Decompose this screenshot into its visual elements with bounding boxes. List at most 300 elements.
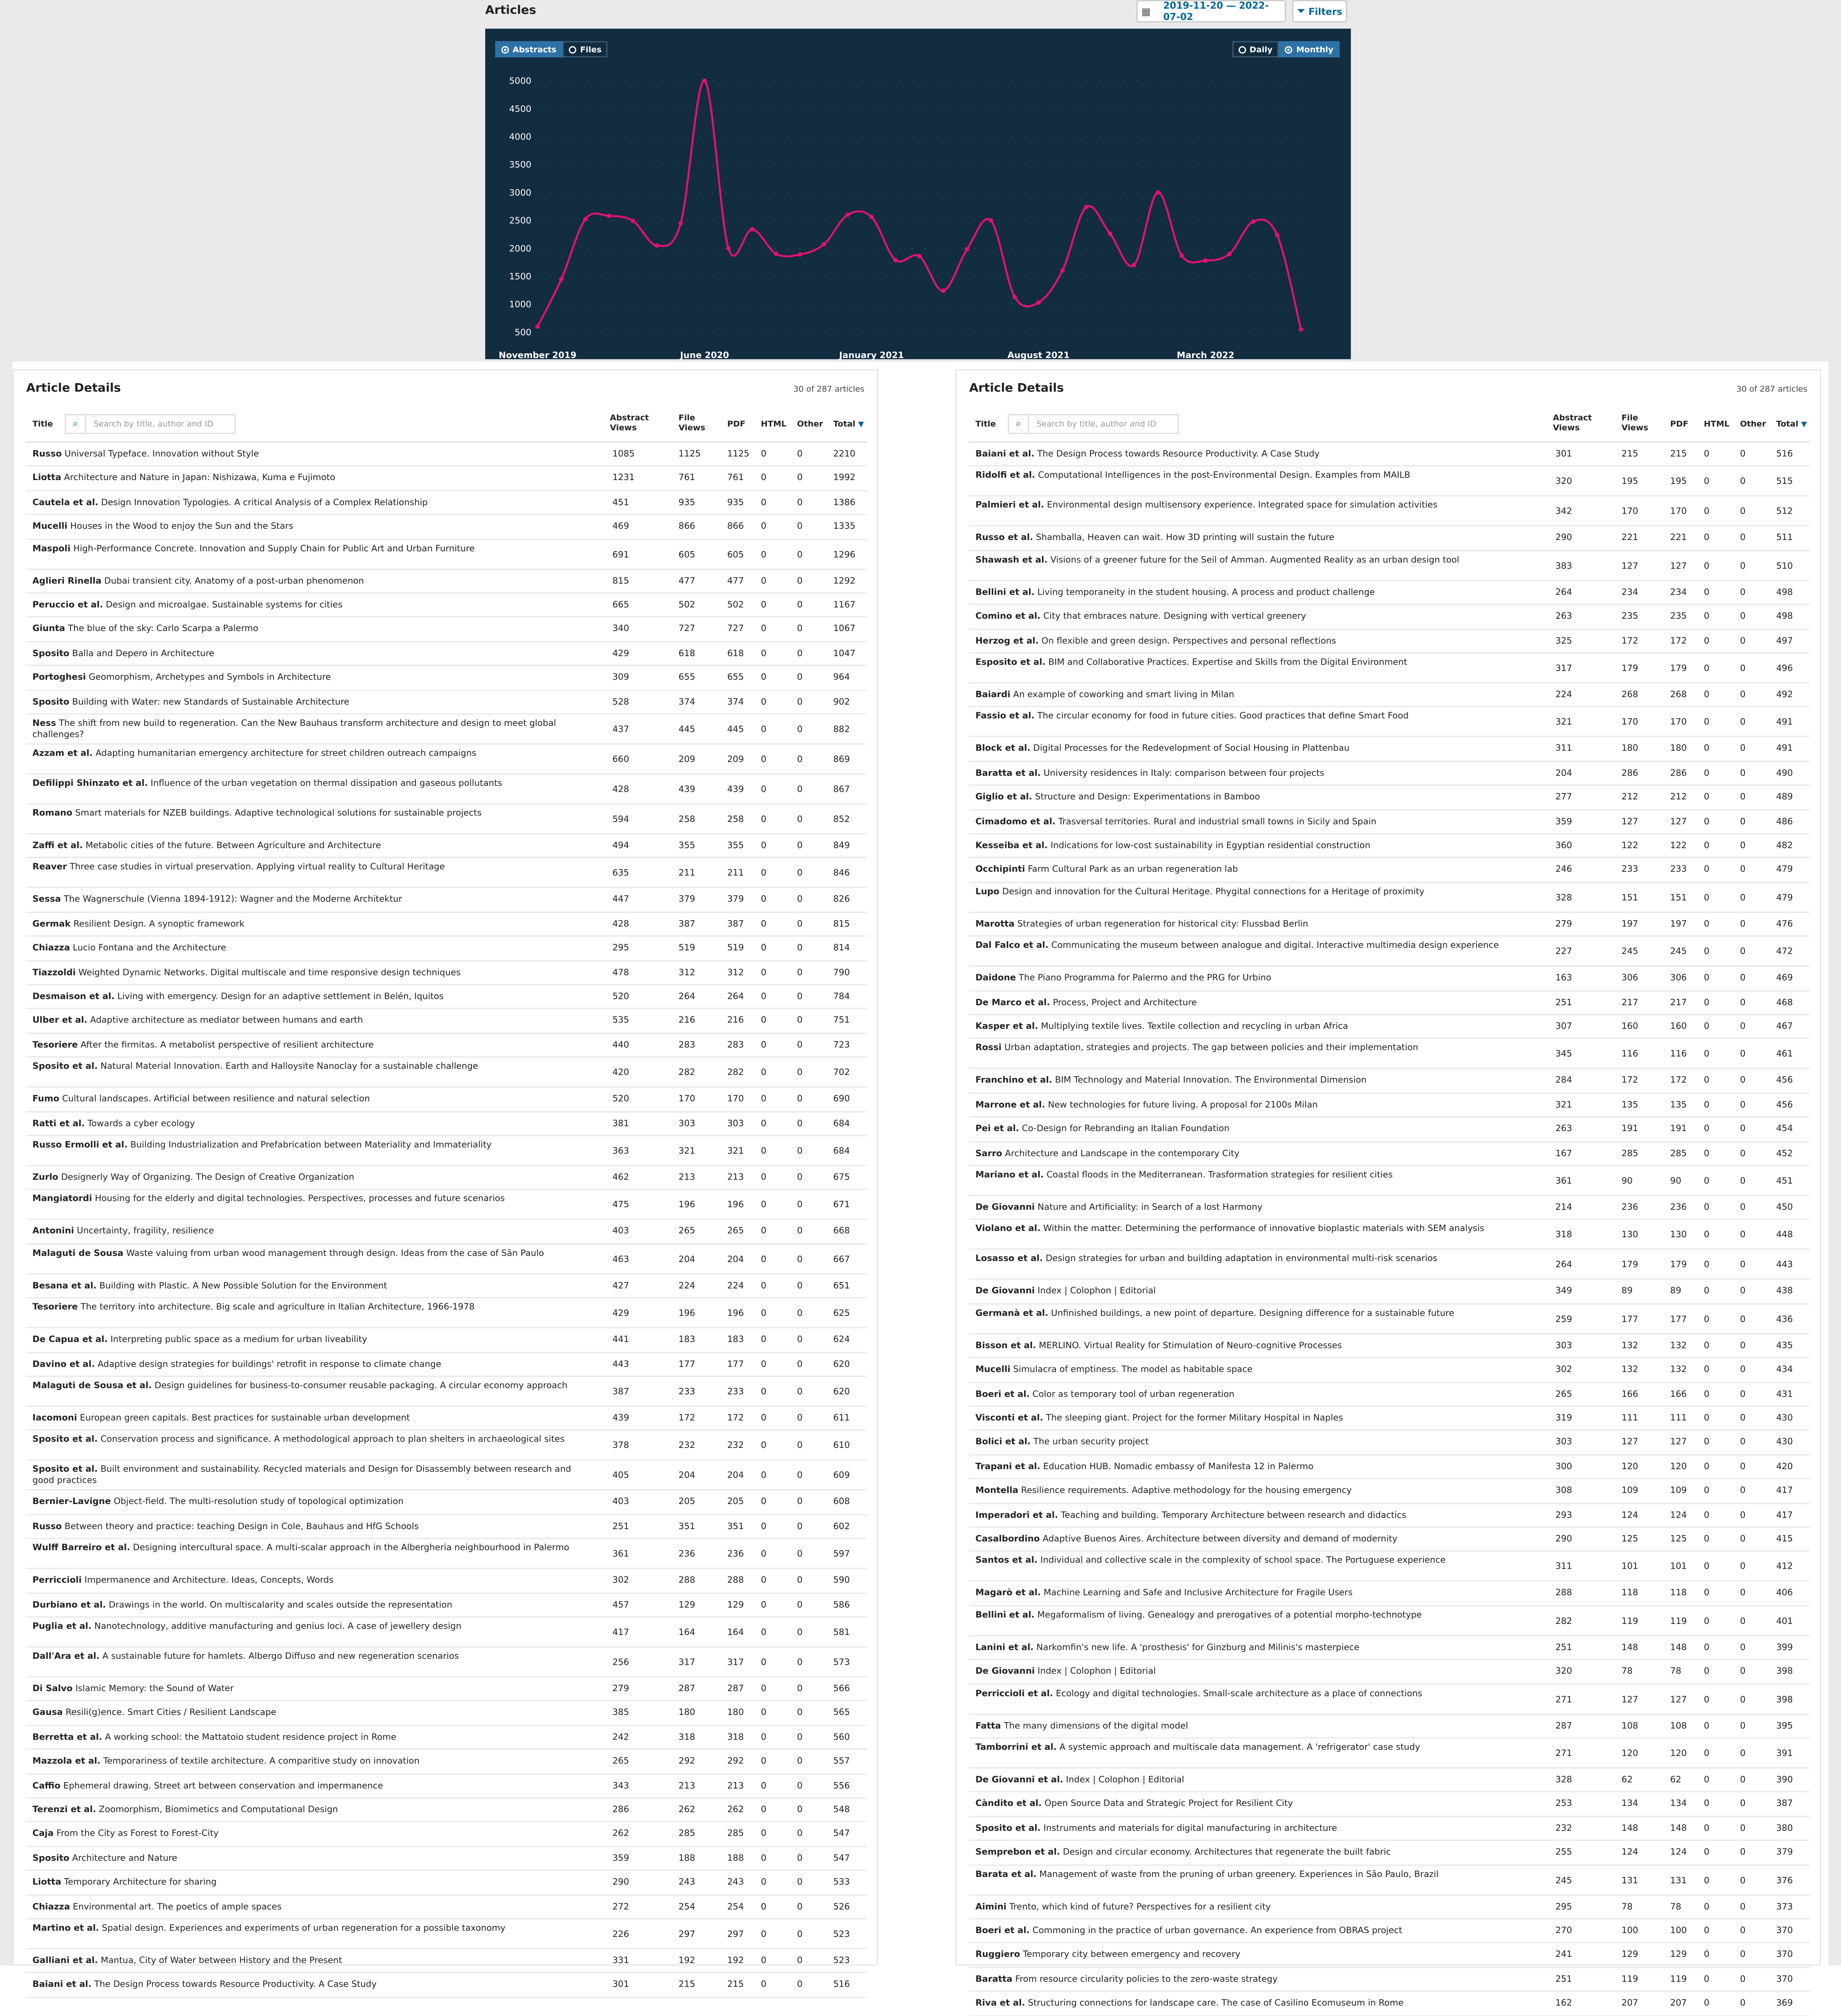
- article-title-cell[interactable]: [976, 1823, 1531, 1834]
- col-file-views[interactable]: File Views: [678, 412, 706, 433]
- article-title-cell[interactable]: [976, 1974, 1531, 1985]
- table-row[interactable]: [969, 1715, 1810, 1739]
- table-row[interactable]: [969, 1069, 1810, 1094]
- table-row[interactable]: [969, 629, 1810, 654]
- article-title: The many dimensions of the digital model: [1004, 1720, 1188, 1731]
- table-row[interactable]: [26, 805, 867, 834]
- table-row[interactable]: [26, 1593, 867, 1618]
- article-title: A working school: the Mattatoio student residence project in Rome: [105, 1732, 396, 1742]
- article-title-cell[interactable]: [32, 1684, 587, 1695]
- article-title-cell[interactable]: [976, 1340, 1531, 1351]
- article-title-cell[interactable]: [976, 1688, 1531, 1699]
- table-row[interactable]: [26, 1034, 867, 1058]
- table-row[interactable]: [26, 1847, 867, 1871]
- article-title-cell[interactable]: [976, 744, 1531, 755]
- table-row[interactable]: [26, 1678, 867, 1702]
- html-cell: 0: [1704, 1176, 1710, 1186]
- article-title-cell[interactable]: [976, 690, 1531, 701]
- total-cell: 1067: [833, 624, 856, 634]
- article-title-cell[interactable]: [32, 600, 587, 611]
- article-title: Building with Water: new Standards of Sustainable Architecture: [72, 697, 350, 707]
- table-row[interactable]: [969, 1895, 1810, 1919]
- article-title-cell[interactable]: [976, 1308, 1531, 1319]
- article-title-cell[interactable]: [32, 1575, 587, 1587]
- table-row[interactable]: [26, 1009, 867, 1034]
- file-views-cell: 170: [1621, 717, 1639, 728]
- article-title-cell[interactable]: [32, 1853, 587, 1864]
- table-row[interactable]: [26, 1647, 867, 1677]
- article-title-cell[interactable]: [976, 816, 1531, 827]
- table-row[interactable]: [969, 708, 1810, 737]
- table-row[interactable]: [969, 991, 1810, 1015]
- table-row[interactable]: [26, 691, 867, 715]
- article-title-cell[interactable]: [32, 449, 587, 460]
- col-abstract-views[interactable]: Abstract Views: [1553, 412, 1592, 433]
- col-other[interactable]: Other: [1740, 419, 1766, 429]
- total-cell: 415: [1776, 1534, 1793, 1544]
- table-row[interactable]: [26, 1515, 867, 1539]
- table-row[interactable]: [26, 1190, 867, 1220]
- article-title-cell[interactable]: [976, 533, 1531, 544]
- table-row[interactable]: [26, 515, 867, 540]
- article-title-cell[interactable]: [32, 1756, 587, 1767]
- table-row[interactable]: [969, 1739, 1810, 1769]
- table-row[interactable]: [969, 834, 1810, 859]
- table-row[interactable]: [26, 1431, 867, 1461]
- html-cell: 0: [1704, 635, 1710, 646]
- article-title-cell[interactable]: [976, 555, 1531, 566]
- article-title-cell[interactable]: [32, 1543, 587, 1554]
- table-row[interactable]: [969, 1582, 1810, 1606]
- table-row[interactable]: [26, 913, 867, 937]
- article-title-cell[interactable]: [976, 1365, 1531, 1376]
- table-row[interactable]: [26, 594, 867, 618]
- article-title-cell[interactable]: [32, 1359, 587, 1370]
- table-row[interactable]: [26, 834, 867, 859]
- other-cell: 0: [1740, 561, 1746, 571]
- article-title-cell[interactable]: [976, 500, 1531, 512]
- article-title-cell[interactable]: [976, 1742, 1531, 1753]
- table-row[interactable]: [969, 1196, 1810, 1220]
- article-title-cell[interactable]: [32, 1016, 587, 1027]
- table-row[interactable]: [26, 1539, 867, 1569]
- article-title-cell[interactable]: [32, 862, 587, 873]
- article-title-cell[interactable]: [32, 967, 587, 978]
- article-title-cell[interactable]: [976, 1926, 1531, 1937]
- col-pdf[interactable]: PDF: [1670, 419, 1689, 429]
- table-row[interactable]: [26, 1895, 867, 1919]
- col-html[interactable]: HTML: [1704, 419, 1730, 429]
- toggle-daily[interactable]: Daily: [1232, 41, 1279, 57]
- col-total[interactable]: Total ▼: [1776, 419, 1807, 429]
- table-row[interactable]: [26, 1871, 867, 1895]
- table-row[interactable]: [969, 738, 1810, 762]
- article-title-cell[interactable]: [976, 1950, 1531, 1961]
- table-row[interactable]: [26, 1774, 867, 1798]
- table-row[interactable]: [969, 527, 1810, 551]
- table-row[interactable]: [969, 1094, 1810, 1118]
- table-row[interactable]: [969, 786, 1810, 810]
- article-title-cell[interactable]: [976, 1588, 1531, 1599]
- article-author: Riva et al.: [975, 1998, 1025, 2008]
- other-cell: 0: [797, 1979, 803, 1990]
- article-title-cell[interactable]: [32, 1062, 587, 1073]
- table-row[interactable]: [26, 1328, 867, 1353]
- table-row[interactable]: [969, 551, 1810, 581]
- table-row[interactable]: [26, 1245, 867, 1274]
- date-range-button[interactable]: [1136, 0, 1286, 23]
- table-row[interactable]: [26, 1353, 867, 1377]
- table-row[interactable]: [26, 1112, 867, 1136]
- article-title-cell[interactable]: [32, 1805, 587, 1816]
- article-title-cell[interactable]: [32, 1381, 587, 1392]
- table-row[interactable]: [26, 961, 867, 985]
- toggle-monthly[interactable]: Monthly: [1279, 41, 1340, 57]
- article-title-cell[interactable]: [32, 1226, 587, 1237]
- file-views-cell: 131: [1621, 1875, 1639, 1885]
- article-title-cell[interactable]: [976, 887, 1531, 898]
- table-row[interactable]: [26, 443, 867, 467]
- article-title-cell[interactable]: [32, 1980, 587, 1991]
- table-row[interactable]: [26, 642, 867, 666]
- table-row[interactable]: [969, 1504, 1810, 1528]
- article-title-cell[interactable]: [32, 1281, 587, 1292]
- other-cell: 0: [1740, 1749, 1746, 1759]
- article-title-cell[interactable]: [32, 624, 587, 635]
- other-cell: 0: [797, 943, 803, 953]
- table-row[interactable]: [969, 1817, 1810, 1841]
- abstract-views-cell: 691: [612, 549, 629, 560]
- article-title-cell[interactable]: [976, 657, 1531, 668]
- table-row[interactable]: [969, 1220, 1810, 1250]
- table-row[interactable]: [969, 1455, 1810, 1479]
- search-icon[interactable]: ⌕: [66, 415, 86, 433]
- table-row[interactable]: [26, 1299, 867, 1328]
- article-title-cell[interactable]: [976, 973, 1531, 984]
- table-row[interactable]: [26, 1726, 867, 1750]
- other-cell: 0: [797, 549, 803, 560]
- article-title-cell[interactable]: [976, 1413, 1531, 1424]
- table-row[interactable]: [26, 1407, 867, 1431]
- table-row[interactable]: [969, 1039, 1810, 1069]
- article-title-cell[interactable]: [976, 1799, 1531, 1810]
- table-row[interactable]: [969, 937, 1810, 967]
- col-abstract-views[interactable]: Abstract Views: [610, 412, 649, 433]
- article-title-cell[interactable]: [32, 697, 587, 708]
- article-title-cell[interactable]: [32, 748, 587, 759]
- table-row[interactable]: [26, 1618, 867, 1647]
- article-title-cell[interactable]: [32, 576, 587, 587]
- article-title-cell[interactable]: [976, 941, 1531, 952]
- article-title-cell[interactable]: [32, 473, 587, 484]
- pdf-cell: 172: [1670, 635, 1687, 646]
- table-row[interactable]: [969, 1552, 1810, 1582]
- table-row[interactable]: [969, 762, 1810, 786]
- table-row[interactable]: [969, 1250, 1810, 1280]
- article-title-cell[interactable]: [32, 1521, 587, 1533]
- article-title-cell[interactable]: [32, 1902, 587, 1913]
- table-row[interactable]: [969, 1528, 1810, 1552]
- article-title-cell[interactable]: [976, 1534, 1531, 1545]
- table-row[interactable]: [969, 1142, 1810, 1166]
- abstract-views-cell: 301: [612, 1979, 629, 1990]
- article-author: Davino et al.: [32, 1359, 95, 1369]
- table-row[interactable]: [969, 1334, 1810, 1359]
- table-row[interactable]: [26, 859, 867, 888]
- table-row[interactable]: [969, 654, 1810, 683]
- table-row[interactable]: [969, 1841, 1810, 1865]
- table-row[interactable]: [969, 443, 1810, 467]
- abstract-views-cell: 264: [1555, 1260, 1572, 1270]
- table-row[interactable]: [969, 1479, 1810, 1504]
- article-title-cell[interactable]: [32, 1708, 587, 1719]
- table-row[interactable]: [969, 967, 1810, 991]
- article-title-cell[interactable]: [32, 1732, 587, 1743]
- article-title-cell[interactable]: [32, 718, 587, 741]
- table-row[interactable]: [969, 1407, 1810, 1431]
- article-title: The Design Process towards Resource Productivity. A Case Study: [1037, 449, 1320, 459]
- article-title-cell[interactable]: [976, 1021, 1531, 1032]
- article-author: Giglio et al.: [975, 792, 1033, 802]
- col-file-views[interactable]: File Views: [1621, 412, 1648, 433]
- article-title-cell[interactable]: [976, 1437, 1531, 1448]
- table-row[interactable]: [26, 1750, 867, 1774]
- table-row[interactable]: [969, 1919, 1810, 1944]
- table-row[interactable]: [969, 859, 1810, 883]
- article-title-cell[interactable]: [32, 1248, 587, 1259]
- table-row[interactable]: [26, 1569, 867, 1593]
- table-row[interactable]: [26, 1798, 867, 1823]
- search-icon[interactable]: ⌕: [1009, 415, 1029, 433]
- table-row[interactable]: [26, 1166, 867, 1190]
- table-row[interactable]: [969, 1793, 1810, 1817]
- article-title-cell[interactable]: [32, 778, 587, 789]
- article-title-cell[interactable]: [32, 1435, 587, 1446]
- article-title-cell[interactable]: [32, 1140, 587, 1151]
- article-title-cell[interactable]: [32, 992, 587, 1003]
- article-title-cell[interactable]: [976, 1510, 1531, 1521]
- article-title-cell[interactable]: [976, 1286, 1531, 1297]
- article-title-cell[interactable]: [32, 1956, 587, 1967]
- article-title-cell[interactable]: [976, 1666, 1531, 1678]
- article-title-cell[interactable]: [32, 1118, 587, 1129]
- html-cell: 0: [1704, 1049, 1710, 1060]
- table-row[interactable]: [26, 1088, 867, 1112]
- table-row[interactable]: [26, 937, 867, 961]
- article-title-cell[interactable]: [976, 1389, 1531, 1400]
- col-total[interactable]: Total ▼: [833, 419, 864, 429]
- article-title-cell[interactable]: [976, 611, 1531, 623]
- table-row[interactable]: [26, 1058, 867, 1088]
- article-author: Desmaison et al.: [32, 991, 115, 1002]
- table-row[interactable]: [969, 1660, 1810, 1684]
- article-title-cell[interactable]: [32, 648, 587, 660]
- article-title-cell[interactable]: [976, 792, 1531, 803]
- article-title: A systemic approach and multiscale data management. A 'refrigerator' case study: [1059, 1742, 1420, 1752]
- table-row[interactable]: [969, 1431, 1810, 1455]
- table-row[interactable]: [26, 1702, 867, 1726]
- table-row[interactable]: [26, 569, 867, 594]
- table-row[interactable]: [969, 1280, 1810, 1304]
- article-title-cell[interactable]: [976, 1100, 1531, 1111]
- article-title-cell[interactable]: [32, 1651, 587, 1662]
- col-other[interactable]: Other: [797, 419, 823, 429]
- article-title-cell[interactable]: [976, 1224, 1531, 1235]
- article-title-cell[interactable]: [976, 1642, 1531, 1653]
- abstract-views-cell: 287: [1555, 1720, 1572, 1731]
- article-title-cell[interactable]: [976, 471, 1531, 482]
- article-title-cell[interactable]: [976, 1075, 1531, 1086]
- table-row[interactable]: [969, 1359, 1810, 1383]
- article-title-cell[interactable]: [976, 1462, 1531, 1473]
- article-title-cell[interactable]: [976, 1775, 1531, 1786]
- article-title-cell[interactable]: [976, 768, 1531, 779]
- table-row[interactable]: [969, 1968, 1810, 1992]
- article-title-cell[interactable]: [976, 636, 1531, 647]
- table-row[interactable]: [969, 581, 1810, 605]
- article-title-cell[interactable]: [976, 1486, 1531, 1497]
- article-title-cell[interactable]: [976, 1902, 1531, 1913]
- table-row[interactable]: [26, 540, 867, 569]
- table-row[interactable]: [26, 985, 867, 1009]
- article-title-cell[interactable]: [976, 1254, 1531, 1265]
- table-row[interactable]: [969, 497, 1810, 526]
- article-title-cell[interactable]: [32, 1780, 587, 1791]
- article-title-cell[interactable]: [976, 997, 1531, 1008]
- table-row[interactable]: [26, 618, 867, 642]
- article-title-cell[interactable]: [32, 919, 587, 930]
- file-views-cell: 170: [678, 1094, 695, 1104]
- article-title-cell[interactable]: [32, 672, 587, 683]
- table-row[interactable]: [969, 1865, 1810, 1895]
- table-row[interactable]: [969, 1606, 1810, 1636]
- other-cell: 0: [797, 967, 803, 978]
- y-tick-label: 1000: [509, 299, 532, 310]
- table-row[interactable]: [969, 1015, 1810, 1039]
- table-row[interactable]: [969, 1383, 1810, 1407]
- article-title-cell[interactable]: [976, 919, 1531, 930]
- other-cell: 0: [797, 1118, 803, 1129]
- table-row[interactable]: [26, 1220, 867, 1245]
- table-row[interactable]: [969, 683, 1810, 708]
- table-row[interactable]: [969, 913, 1810, 937]
- article-title-cell[interactable]: [32, 543, 587, 554]
- article-title-cell[interactable]: [32, 808, 587, 819]
- table-row[interactable]: [26, 1973, 867, 1998]
- article-title-cell[interactable]: [32, 1335, 587, 1346]
- article-title-cell[interactable]: [32, 1464, 587, 1487]
- article-title-cell[interactable]: [32, 841, 587, 852]
- article-title-cell[interactable]: [976, 1170, 1531, 1181]
- article-title-cell[interactable]: [32, 1497, 587, 1508]
- article-title-cell[interactable]: [32, 1094, 587, 1105]
- table-row[interactable]: [26, 1461, 867, 1491]
- other-cell: 0: [1740, 635, 1746, 646]
- toggle-files[interactable]: Files: [563, 41, 608, 57]
- table-row[interactable]: [969, 1944, 1810, 1968]
- table-row[interactable]: [26, 1377, 867, 1407]
- article-author: Mucelli: [32, 521, 68, 532]
- table-row[interactable]: [26, 491, 867, 515]
- article-title-cell[interactable]: [32, 1302, 587, 1314]
- article-title-cell[interactable]: [32, 522, 587, 533]
- table-row[interactable]: [26, 774, 867, 804]
- table-row[interactable]: [26, 1491, 867, 1515]
- article-title-cell[interactable]: [32, 1194, 587, 1205]
- table-row[interactable]: [26, 1274, 867, 1299]
- table-row[interactable]: [969, 1769, 1810, 1793]
- article-title-cell[interactable]: [976, 1720, 1531, 1732]
- table-row[interactable]: [969, 883, 1810, 913]
- table-row[interactable]: [969, 810, 1810, 834]
- article-title-cell[interactable]: [32, 1877, 587, 1888]
- article-title-cell[interactable]: [976, 865, 1531, 876]
- table-row[interactable]: [969, 1166, 1810, 1196]
- search-input[interactable]: [86, 417, 233, 432]
- article-title-cell[interactable]: [976, 587, 1531, 598]
- table-row[interactable]: [26, 745, 867, 774]
- article-title-cell[interactable]: [32, 498, 587, 509]
- article-title-cell[interactable]: [976, 449, 1531, 460]
- table-row[interactable]: [969, 1992, 1810, 2016]
- table-row[interactable]: [26, 888, 867, 913]
- article-title-cell[interactable]: [976, 1847, 1531, 1858]
- article-title-cell[interactable]: [976, 1556, 1531, 1567]
- article-title-cell[interactable]: [976, 1610, 1531, 1621]
- article-title-cell[interactable]: [32, 1413, 587, 1424]
- article-title-cell[interactable]: [32, 895, 587, 906]
- table-row[interactable]: [969, 1684, 1810, 1714]
- table-row[interactable]: [969, 1118, 1810, 1142]
- table-row[interactable]: [969, 1636, 1810, 1661]
- table-row[interactable]: [26, 1919, 867, 1949]
- article-title-cell[interactable]: [976, 1148, 1531, 1159]
- article-title-cell[interactable]: [32, 1829, 587, 1840]
- article-title-cell[interactable]: [32, 943, 587, 954]
- col-html[interactable]: HTML: [761, 419, 787, 429]
- table-row[interactable]: [26, 666, 867, 691]
- article-title-cell[interactable]: [32, 1923, 587, 1934]
- file-views-cell: 935: [678, 497, 695, 508]
- article-title-cell[interactable]: [32, 1621, 587, 1632]
- article-title-cell[interactable]: [976, 1998, 1531, 2009]
- article-title-cell[interactable]: [976, 1202, 1531, 1213]
- article-title-cell[interactable]: [976, 1043, 1531, 1054]
- article-title-cell[interactable]: [976, 1124, 1531, 1135]
- article-title-cell[interactable]: [32, 1040, 587, 1051]
- abstract-views-cell: 242: [612, 1732, 629, 1742]
- col-pdf[interactable]: PDF: [727, 419, 746, 429]
- table-row[interactable]: [969, 1304, 1810, 1334]
- article-title-cell[interactable]: [976, 1869, 1531, 1880]
- article-title-cell[interactable]: [976, 711, 1531, 722]
- table-row[interactable]: [26, 715, 867, 745]
- article-title-cell[interactable]: [976, 841, 1531, 852]
- table-row[interactable]: [969, 467, 1810, 497]
- table-row[interactable]: [26, 1823, 867, 1847]
- other-cell: 0: [1740, 1875, 1746, 1885]
- filters-button[interactable]: [1292, 0, 1347, 23]
- toggle-abstracts[interactable]: Abstracts: [495, 41, 563, 57]
- article-title-cell[interactable]: [32, 1600, 587, 1611]
- article-title-cell[interactable]: [32, 1172, 587, 1183]
- table-row[interactable]: [26, 1949, 867, 1973]
- table-row[interactable]: [26, 1136, 867, 1166]
- search-input[interactable]: [1029, 417, 1176, 432]
- pdf-cell: 204: [727, 1254, 744, 1265]
- table-row[interactable]: [26, 467, 867, 491]
- table-row[interactable]: [969, 605, 1810, 629]
